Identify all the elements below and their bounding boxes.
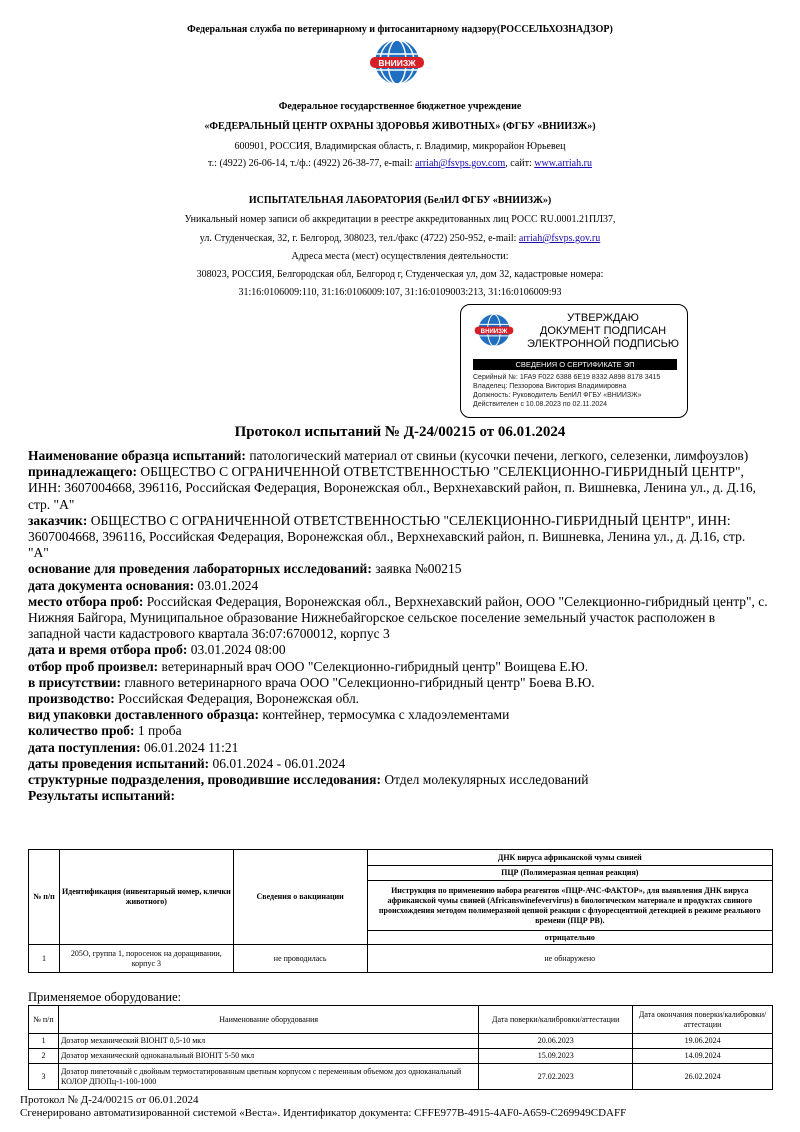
institution-type: Федеральное государственное бюджетное учреждение (278, 101, 522, 112)
header-method: ПЦР (Полимеразная цепная реакция) (367, 866, 772, 881)
lab-name: ИСПЫТАТЕЛЬНАЯ ЛАБОРАТОРИЯ (БелИЛ ФГБУ «ВНИИЗЖ») (248, 195, 552, 206)
site-prefix: , сайт: (505, 158, 535, 169)
field-received-date: дата поступления: 06.01.2024 11:21 (28, 739, 239, 755)
stamp-logo-text: ВНИИЗЖ (480, 329, 508, 335)
activity-address: 308023, РОССИЯ, Белгородская обл, Белгород г, Студенческая ул, дом 32, кадастровые номера: (196, 269, 604, 280)
field-sample-name: Наименование образца испытаний: патологический материал от свиньи (кусочки печени, легкого, селезенки, лимфоузлов) (28, 448, 749, 463)
stamp-approve: УТВЕРЖДАЮ (567, 312, 639, 324)
cadastral-numbers: 31:16:0106009:110, 31:16:0106009:107, 31:16:0109003:213, 31:16:0106009:93 (238, 287, 562, 298)
email-link[interactable]: arriah@fsvps.gov.com (415, 158, 506, 169)
row-result: не обнаружено (367, 945, 772, 973)
col-num-header: № п/п (29, 850, 60, 945)
row-vacc: не проводилась (233, 945, 367, 973)
field-basis: основание для проведения лабораторных исследований: заявка №00215 (28, 561, 462, 577)
field-owner: принадлежащего: ОБЩЕСТВО С ОГРАНИЧЕННОЙ ОТВЕТСТВЕННОСТЬЮ "СЕЛЕКЦИОННО-ГИБРИДНЫЙ ЦЕНТР", ИНН: 3607004668, 396116, Российская Федерация, Воронежская обл., Верхнехавский район, п. Вишневка, Ленина ул., д. Д.16, стр. "А" (28, 464, 757, 512)
eq-row-date: 15.09.2023 (479, 1049, 633, 1064)
page-footer (20, 1094, 626, 1120)
eq-row-name: Дозатор механический одноканальный BIOHIT 5-50 мкл (58, 1049, 478, 1064)
eq-col-end: Дата окончания поверки/калибровки/аттестации (633, 1006, 773, 1034)
table-row (29, 1064, 773, 1090)
field-sample-count: количество проб: 1 проба (28, 723, 182, 739)
header-norm: отрицательно (367, 931, 772, 945)
table-row (29, 945, 773, 973)
header-target: ДНК вируса африканской чумы свиней (367, 850, 772, 866)
stamp-signed-electronic: ЭЛЕКТРОННОЙ ПОДПИСЬЮ (526, 338, 680, 350)
results-table (28, 849, 773, 973)
eq-row-end: 19.06.2024 (633, 1034, 773, 1049)
field-departments: структурные подразделения, проводившие исследования: Отдел молекулярных исследований (28, 772, 589, 788)
table-row (29, 1034, 773, 1049)
eq-col-num: № п/п (29, 1006, 59, 1034)
field-production: производство: Российская Федерация, Воронежская обл. (28, 691, 360, 707)
eq-row-num: 2 (29, 1049, 59, 1064)
eq-row-date: 27.02.2023 (479, 1064, 633, 1090)
protocol-fields (28, 448, 768, 804)
field-packaging: вид упаковки доставленного образца: контейнер, термосумка с хладоэлементами (28, 707, 510, 723)
eq-row-name: Дозатор пипеточный с двойным термостатированным цветным корпусом с переменным объемом доз одноканальный КОЛОР ДПОПц-1-100-1000 (58, 1064, 478, 1090)
stamp-serial: Серийный №: 1FA9 F022 6388 6E19 8332 A898 8178 3415 (473, 374, 661, 381)
agency-name: Федеральная служба по ветеринарному и фитосанитарному надзору(РОССЕЛЬХОЗНАДЗОР) (187, 24, 613, 35)
eq-row-num: 3 (29, 1064, 59, 1090)
field-sampling-datetime: дата и время отбора проб: 03.01.2024 08:00 (28, 642, 286, 658)
eq-col-name: Наименование оборудования (58, 1006, 478, 1034)
header-instruction: Инструкция по применению набора реагентов «ПЦР-АЧС-ФАКТОР», для выявления ДНК вируса африканской чумы свиней (Africanswinefevervirus) в биологическом материале и продуктах свиного происхождения методом полимеразной цепной реакции с флуоресцентной детекцией в режиме реального времени (ПЦР РВ). (367, 881, 772, 931)
institution-address: 600901, РОССИЯ, Владимирская область, г. Владимир, микрорайон Юрьевец (234, 141, 566, 152)
lab-email-link[interactable]: arriah@fsvps.gov.ru (518, 233, 601, 244)
eq-row-name: Дозатор механический BIOHIT 0,5-10 мкл (58, 1034, 478, 1049)
activity-places-label: Адреса места (мест) осуществления деятельности: (291, 251, 509, 262)
lab-address-text: ул. Студенческая, 32, г. Белгород, 308023, тел./факс (4722) 250-952, e-mail: (199, 233, 519, 244)
col-vacc-header: Сведения о вакцинации (233, 850, 367, 945)
protocol-title: Протокол испытаний № Д-24/00215 от 06.01.2024 (234, 424, 566, 440)
stamp-signed: ДОКУМЕНТ ПОДПИСАН (539, 325, 667, 337)
stamp-logo (471, 313, 517, 353)
eq-row-end: 26.02.2024 (633, 1064, 773, 1090)
eq-col-date: Дата поверки/калибровки/аттестации (479, 1006, 633, 1034)
e-signature-stamp (460, 304, 688, 418)
logo-text: ВНИИЗЖ (378, 58, 416, 68)
stamp-valid: Действителен с 10.08.2023 по 02.11.2024 (473, 401, 608, 408)
field-customer: заказчик: ОБЩЕСТВО С ОГРАНИЧЕННОЙ ОТВЕТСТВЕННОСТЬЮ "СЕЛЕКЦИОННО-ГИБРИДНЫЙ ЦЕНТР", ИНН: 3607004668, 396116, Российская Федерация, Воронежская обл., Верхнехавский район, п. Вишневка, Ленина ул., д. Д.16, стр. "А" (28, 512, 746, 561)
field-sampling-place: место отбора проб: Российская Федерация, Воронежская обл., Верхнехавский район, ООО "Селекционно-гибридный центр", с. Нижняя Байгора, Муниципальное образование Нижнебайгорское сельское поселение земельный участок расположен в западной части кадастрового квартала 36:07:6700012, корпус 3 (28, 593, 768, 642)
lab-address (0, 233, 800, 244)
field-basis-date: дата документа основания: 03.01.2024 (28, 577, 259, 593)
footer-generated: Сгенерировано автоматизированной системой «Веста». Идентификатор документа: CFFE977B-4915-4AF0-A659-C269949CDAFF (20, 1107, 627, 1119)
contacts-text: т.: (4922) 26-06-14, т./ф.: (4922) 26-38-77, e-mail: (208, 158, 416, 169)
stamp-position: Должность: Руководитель БелИЛ ФГБУ «ВНИИЗЖ» (473, 392, 642, 399)
field-results-heading: Результаты испытаний: (28, 788, 176, 804)
institution-name: «ФЕДЕРАЛЬНЫЙ ЦЕНТР ОХРАНЫ ЗДОРОВЬЯ ЖИВОТНЫХ» (ФГБУ «ВНИИЗЖ») (204, 121, 596, 132)
eq-row-date: 20.06.2023 (479, 1034, 633, 1049)
vniizzh-logo (366, 38, 428, 94)
equipment-label: Применяемое оборудование: (28, 990, 182, 1004)
site-link[interactable]: www.arriah.ru (534, 158, 592, 169)
footer-protocol: Протокол № Д-24/00215 от 06.01.2024 (20, 1094, 199, 1106)
row-id: 205О, группа 1, поросенок на доращивании, корпус 3 (59, 945, 233, 973)
stamp-owner: Владелец: Пеззорова Виктория Владимировна (473, 383, 627, 390)
stamp-cert-bar: СВЕДЕНИЯ О СЕРТИФИКАТЕ ЭП (473, 359, 677, 370)
institution-contacts (0, 158, 800, 169)
table-row (29, 1049, 773, 1064)
equipment-table (28, 1005, 773, 1090)
field-in-presence: в присутствии: главного ветеринарного врача ООО "Селекционно-гибридный центр" Боева В.Ю. (28, 674, 595, 690)
eq-row-num: 1 (29, 1034, 59, 1049)
lab-accreditation: Уникальный номер записи об аккредитации в реестре аккредитованных лиц РОСС RU.0001.21ПЛ37, (184, 214, 616, 225)
row-num: 1 (29, 945, 60, 973)
stamp-title (521, 312, 685, 351)
field-test-dates: даты проведения испытаний: 06.01.2024 - 06.01.2024 (28, 755, 346, 771)
eq-row-end: 14.09.2024 (633, 1049, 773, 1064)
field-sampled-by: отбор проб произвел: ветеринарный врач ООО "Селекционно-гибридный центр" Воищева Е.Ю. (28, 658, 589, 674)
col-id-header: Идентификация (инвентарный номер, клички животного) (59, 850, 233, 945)
stamp-cert-details (473, 373, 683, 409)
